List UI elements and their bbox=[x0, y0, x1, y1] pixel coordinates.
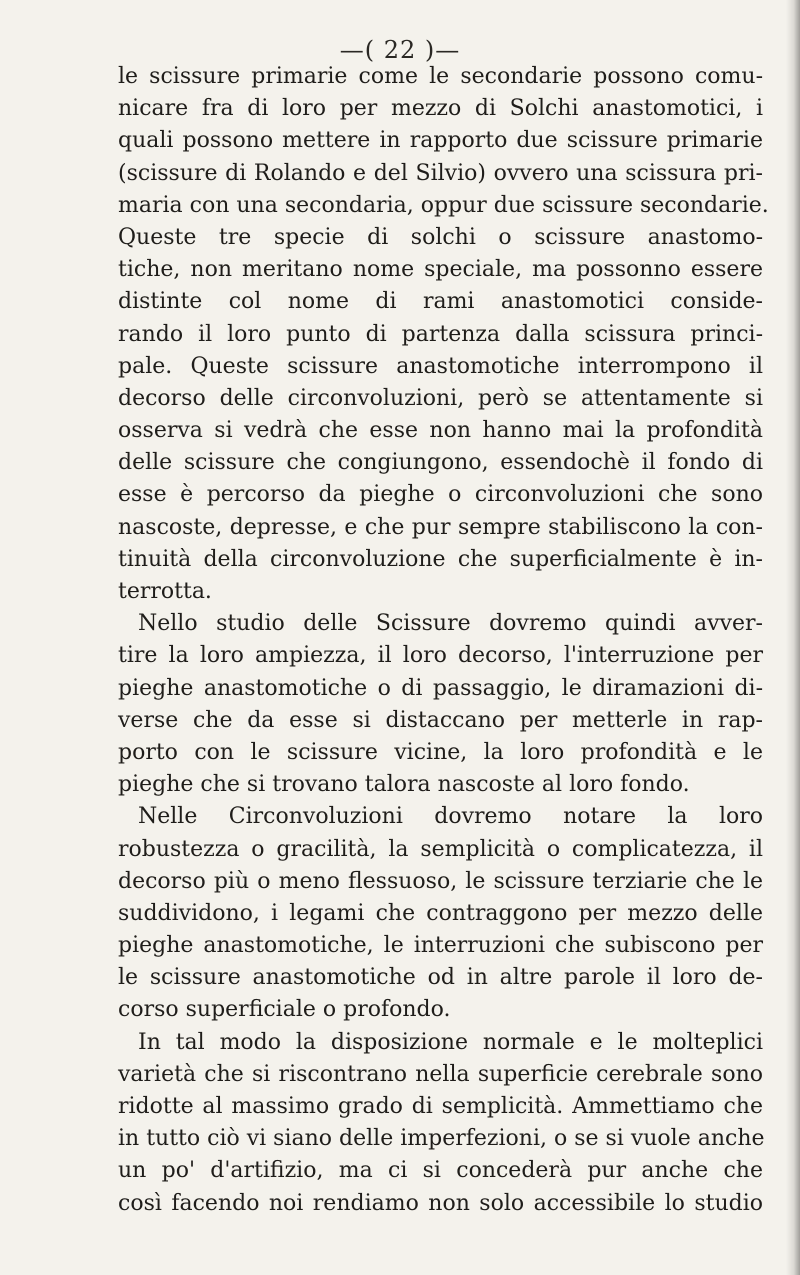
body-text bbox=[118, 61, 769, 1220]
text-line: esse è percorso da pieghe o circonvoluzioni che sono bbox=[118, 482, 763, 508]
text-line: nascoste, depresse, e che pur sempre stabiliscono la con- bbox=[118, 514, 763, 540]
text-line: così facendo noi rendiamo non solo accessibile lo studio bbox=[118, 1190, 763, 1216]
text-line: tiche, non meritano nome speciale, ma possonno essere bbox=[118, 257, 763, 283]
text-line: ridotte al massimo grado di semplicità. Ammettiamo che bbox=[118, 1094, 763, 1119]
paragraph-end-line: pieghe che si trovano talora nascoste al loro fondo. bbox=[118, 772, 690, 798]
paragraph-end-line: corso superficiale o profondo. bbox=[118, 997, 451, 1023]
paragraph-start-line: In tal modo la disposizione normale e le molteplici bbox=[138, 1029, 763, 1055]
page-number: —( 22 )— bbox=[339, 36, 461, 64]
text-line: decorso delle circonvoluzioni, però se attentamente si bbox=[118, 385, 763, 411]
text-line: pale. Queste scissure anastomotiche interrompono il bbox=[118, 353, 763, 379]
paragraph-start-line: Nello studio delle Scissure dovremo quindi avver- bbox=[138, 611, 763, 637]
text-line: suddividono, i legami che contraggono per mezzo delle bbox=[118, 900, 763, 926]
text-line: Queste tre specie di solchi o scissure anastomo- bbox=[118, 224, 763, 250]
text-line: tire la loro ampiezza, il loro decorso, l'interruzione per bbox=[118, 643, 763, 669]
text-line: in tutto ciò vi siano delle imperfezioni, o se si vuole anche bbox=[118, 1126, 765, 1152]
text-line: osserva si vedrà che esse non hanno mai la profondità bbox=[118, 418, 763, 444]
text-line: tinuità della circonvoluzione che superficialmente è in- bbox=[118, 546, 763, 572]
text-line: verse che da esse si distaccano per metterle in rap- bbox=[118, 707, 763, 733]
text-line: nicare fra di loro per mezzo di Solchi anastomotici, i bbox=[118, 96, 763, 122]
text-line: distinte col nome di rami anastomotici conside- bbox=[118, 289, 763, 315]
text-line: robustezza o gracilità, la semplicità o complicatezza, il bbox=[118, 836, 763, 862]
text-line: un po' d'artifizio, ma ci si concederà pur anche che bbox=[118, 1158, 763, 1184]
text-line: le scissure primarie come le secondarie possono comu- bbox=[118, 64, 763, 89]
text-line: pieghe anastomotiche, le interruzioni che subiscono per bbox=[118, 933, 763, 959]
text-line: decorso più o meno flessuoso, le scissure terziarie che le bbox=[118, 868, 763, 894]
text-line: quali possono mettere in rapporto due scissure primarie bbox=[118, 128, 763, 154]
page-edge-shadow bbox=[786, 0, 800, 1275]
text-line: le scissure anastomotiche od in altre parole il loro de- bbox=[118, 965, 763, 991]
text-line: maria con una secondaria, oppur due scissure secondarie. bbox=[118, 192, 769, 218]
text-line: (scissure di Rolando e del Silvio) ovvero una scissura pri- bbox=[118, 160, 763, 186]
text-line: delle scissure che congiungono, essendochè il fondo di bbox=[118, 450, 763, 476]
text-line: porto con le scissure vicine, la loro profondità e le bbox=[118, 739, 763, 765]
text-line: pieghe anastomotiche o di passaggio, le diramazioni di- bbox=[118, 675, 763, 701]
text-line: rando il loro punto di partenza dalla scissura princi- bbox=[118, 321, 763, 347]
paragraph-end-line: terrotta. bbox=[118, 579, 212, 604]
text-line: varietà che si riscontrano nella superficie cerebrale sono bbox=[118, 1061, 763, 1087]
paragraph-start-line: Nelle Circonvoluzioni dovremo notare la loro bbox=[138, 804, 763, 830]
